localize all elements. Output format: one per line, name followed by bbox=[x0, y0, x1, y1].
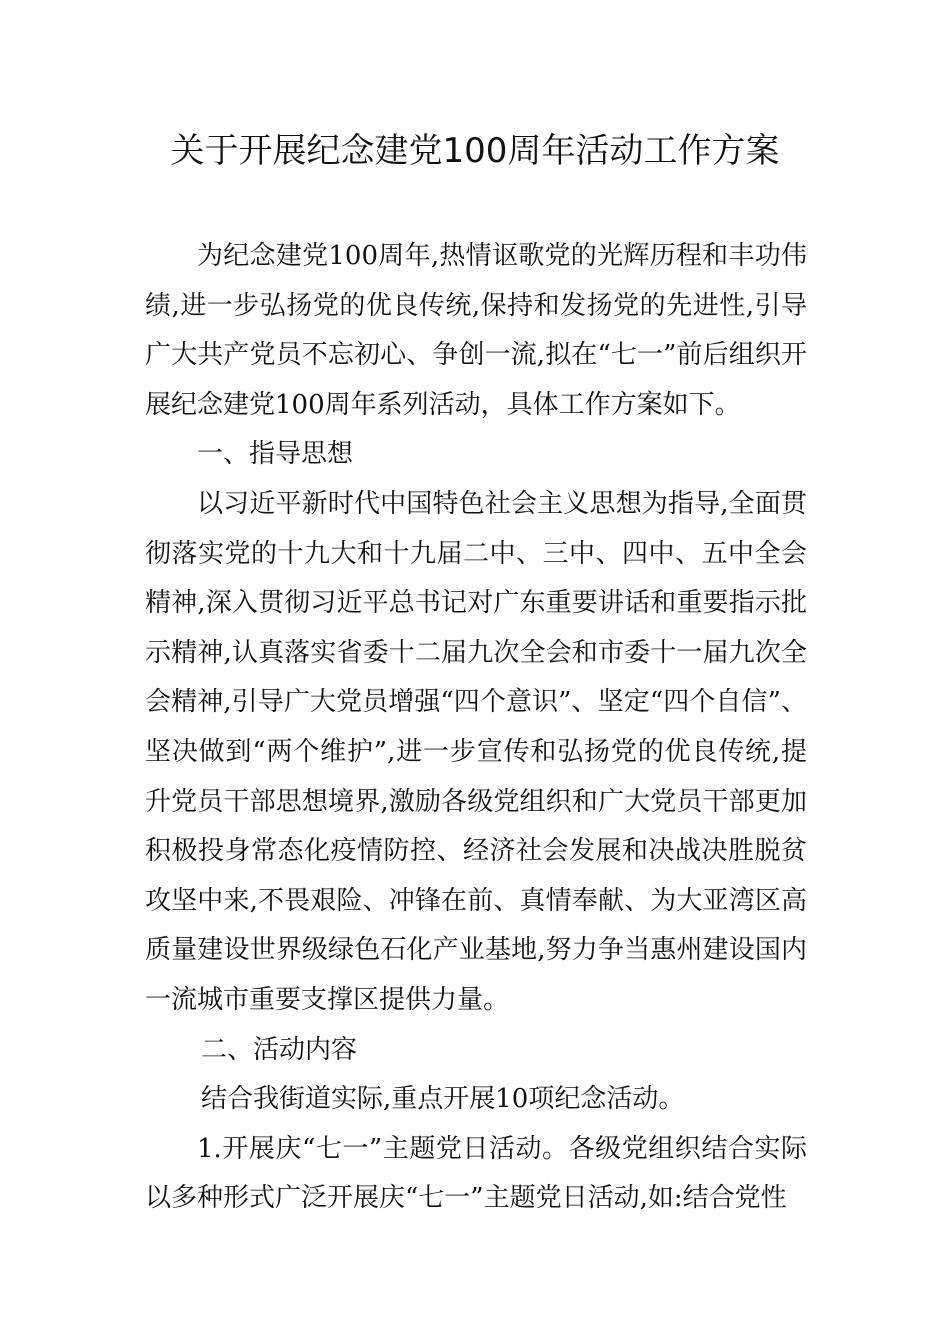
section-2-heading: 二、活动内容 bbox=[201, 1034, 358, 1065]
section-2-intro-paragraph: 结合我街道实际,重点开展10项纪念活动。 bbox=[201, 1084, 685, 1115]
section-2-item-1-paragraph: 1.开展庆“七一”主题党日活动。各级党组织结合实际以多种形式广泛开展庆“七一”主题党日活动,如:结合党性 bbox=[145, 1133, 807, 1214]
intro-paragraph: 为纪念建党100周年,热情讴歌党的光辉历程和丰功伟绩,进一步弘扬党的优良传统,保持和发扬党的先进性,引导广大共产党员不忘初心、争创一流,拟在“七一”前后组织开展纪念建党100周年系列活动，具体工作方案如下。 bbox=[145, 241, 807, 420]
document-body bbox=[145, 232, 807, 1224]
section-1-paragraph: 以习近平新时代中国特色社会主义思想为指导,全面贯彻落实党的十九大和十九届二中、三中、四中、五中全会精神,深入贯彻习近平总书记对广东重要讲话和重要指示批示精神,认真落实省委十二届九次全会和市委十一届九次全会精神,引导广大党员增强“四个意识”、坚定“四个自信”、坚决做到“两个维护”,进一步宣传和弘扬党的优良传统,提升党员干部思想境界,激励各级党组织和广大党员干部更加积极投身常态化疫情防控、经济社会发展和决战决胜脱贫攻坚中来,不畏艰险、冲锋在前、真情奉献、为大亚湾区高质量建设世界级绿色石化产业基地,努力争当惠州建设国内一流城市重要支撑区提供力量。 bbox=[145, 488, 807, 1015]
section-1-heading: 一、指导思想 bbox=[197, 439, 354, 470]
document-title: 关于开展纪念建党100周年活动工作方案 bbox=[170, 131, 780, 171]
